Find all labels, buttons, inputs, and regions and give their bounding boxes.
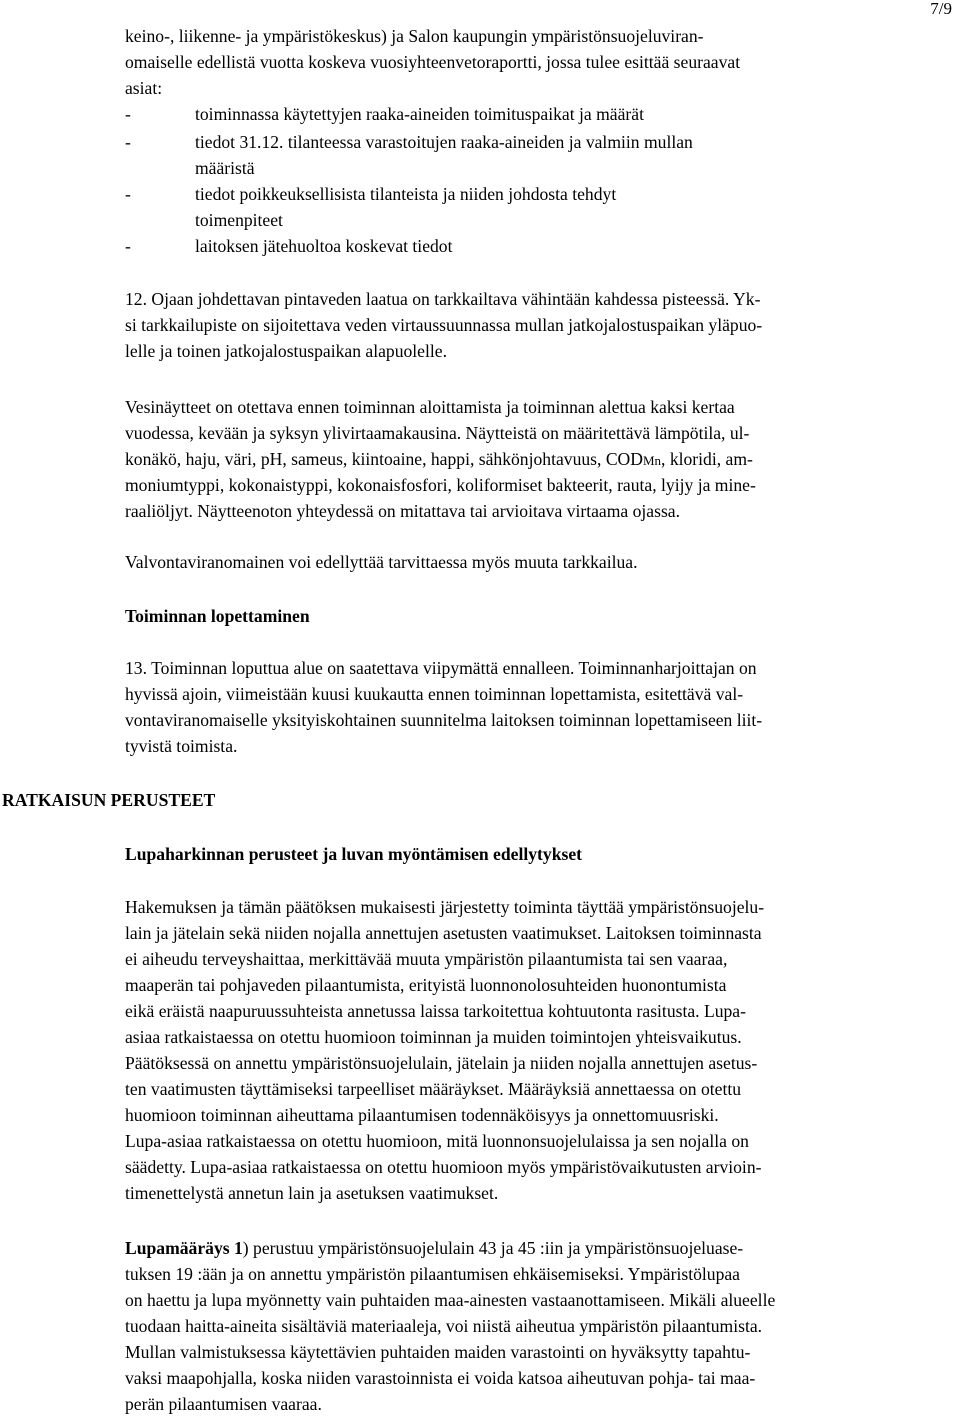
text-line: tuodaan haitta-aineita sisältäviä materiaaleja, voi niistä aiheutua ympäristön pilaantumista. bbox=[125, 1316, 763, 1336]
text-line: omaiselle edellistä vuotta koskeva vuosiyhteenvetoraportti, jossa tulee esittää seuraavat bbox=[125, 52, 741, 72]
text-line bbox=[125, 1235, 743, 1261]
bullet-dash: - bbox=[125, 184, 131, 204]
bold-lead: Lupamääräys 1 bbox=[125, 1238, 243, 1258]
text-fragment: konäkö, haju, väri, pH, sameus, kiintoaine, happi, sähkönjohtavuus, COD bbox=[125, 449, 643, 469]
text-line: lelle ja toinen jatkojalostuspaikan alapuolelle. bbox=[125, 341, 447, 361]
bullet-continuation: toimenpiteet bbox=[195, 210, 283, 230]
text-line: 13. Toiminnan loputtua alue on saatettava viipymättä ennalleen. Toiminnanharjoittajan on bbox=[125, 658, 757, 678]
text-line: asiat: bbox=[125, 78, 163, 98]
bullet-dash: - bbox=[125, 104, 131, 124]
text-fragment: , kloridi, am- bbox=[661, 449, 753, 469]
text-line: asiaa ratkaistaessa on otettu huomioon toiminnan ja muiden toimintojen yhteisvaikutus. bbox=[125, 1027, 742, 1047]
text-line: Valvontaviranomainen voi edellyttää tarvittaessa myös muuta tarkkailua. bbox=[125, 552, 638, 572]
bullet-dash: - bbox=[125, 236, 131, 256]
bullet-item bbox=[125, 181, 616, 207]
text-line: tuksen 19 :ään ja on annettu ympäristön pilaantumisen ehkäisemiseksi. Ympäristölupaa bbox=[125, 1264, 740, 1284]
bullet-text: toiminnassa käytettyjen raaka-aineiden toimituspaikat ja määrät bbox=[195, 104, 644, 124]
bullet-text: tiedot poikkeuksellisista tilanteista ja niiden johdosta tehdyt bbox=[195, 184, 617, 204]
text-line: Mullan valmistuksessa käytettävien puhtaiden maiden varastointi on hyväksytty tapahtu- bbox=[125, 1342, 751, 1362]
text-line: vuodessa, kevään ja syksyn ylivirtaamakausina. Näytteistä on määritettävä lämpötila, ul- bbox=[125, 423, 750, 443]
text-line: si tarkkailupiste on sijoitettava veden virtaussuunnassa mullan jatkojalostuspaikan yläpuo- bbox=[125, 315, 763, 335]
text-line: eikä eräistä naapuruussuhteista annetussa laissa tarkoitettua kohtuutonta rasitusta. Lupa- bbox=[125, 1001, 746, 1021]
bullet-item bbox=[125, 233, 453, 259]
cod-subscript: Mn bbox=[642, 453, 662, 468]
text-line: 12. Ojaan johdettavan pintaveden laatua on tarkkailtava vähintään kahdessa pisteessä. Yk- bbox=[125, 289, 761, 309]
bullet-dash: - bbox=[125, 132, 131, 152]
text-line: moniumtyppi, kokonaistyppi, kokonaisfosfori, koliformiset bakteerit, rauta, lyijy ja mine- bbox=[125, 475, 756, 495]
bullet-continuation: määristä bbox=[195, 158, 255, 178]
text-line: ten vaatimusten täyttämiseksi tarpeelliset määräykset. Määräyksiä annettaessa on otettu bbox=[125, 1079, 742, 1099]
text-line: säädetty. Lupa-asiaa ratkaistaessa on otettu huomioon myös ympäristövaikutusten arvioin- bbox=[125, 1157, 762, 1177]
section-heading: Lupaharkinnan perusteet ja luvan myöntämisen edellytykset bbox=[125, 844, 582, 864]
section-heading: Toiminnan lopettaminen bbox=[125, 606, 310, 626]
bullet-text: tiedot 31.12. tilanteessa varastoitujen raaka-aineiden ja valmiin mullan bbox=[195, 132, 693, 152]
bullet-item bbox=[125, 129, 693, 155]
text-line: Hakemuksen ja tämän päätöksen mukaisesti järjestetty toiminta täyttää ympäristönsuojelu- bbox=[125, 897, 765, 917]
bullet-item bbox=[125, 101, 644, 127]
text-line: lain ja jätelain sekä niiden nojalla annettujen asetusten vaatimukset. Laitoksen toiminnasta bbox=[125, 923, 762, 943]
text-line: vaksi maapohjalla, koska niiden varastoinnista ei voida katsoa aiheutuvan pohja- tai maa- bbox=[125, 1368, 756, 1388]
text-line: maaperän tai pohjaveden pilaantumista, erityistä luonnonolosuhteiden huonontumista bbox=[125, 975, 727, 995]
text-line: Lupa-asiaa ratkaistaessa on otettu huomioon, mitä luonnonsuojelulaissa ja sen nojalla on bbox=[125, 1131, 749, 1151]
page-number: 7/9 bbox=[930, 0, 952, 18]
text-line: raaliöljyt. Näytteenoton yhteydessä on mitattava tai arvioitava virtaama ojassa. bbox=[125, 501, 680, 521]
text-fragment: ) perustuu ympäristönsuojelulain 43 ja 45 :iin ja ympäristönsuojeluase- bbox=[242, 1238, 744, 1258]
text-line: Päätöksessä on annettu ympäristönsuojelulain, jätelain ja niiden nojalla annettujen asetus- bbox=[125, 1053, 758, 1073]
text-line: keino-, liikenne- ja ympäristökeskus) ja Salon kaupungin ympäristönsuojeluviran- bbox=[125, 26, 704, 46]
side-heading: RATKAISUN PERUSTEET bbox=[2, 790, 216, 810]
text-line: perän pilaantumisen vaaraa. bbox=[125, 1394, 322, 1414]
text-line: on haettu ja lupa myönnetty vain puhtaiden maa-ainesten vastaanottamiseen. Mikäli alueelle bbox=[125, 1290, 776, 1310]
text-line: ei aiheudu terveyshaittaa, merkittävää muuta ympäristön pilaantumista tai sen vaaraa, bbox=[125, 949, 728, 969]
text-line bbox=[125, 446, 753, 474]
bullet-text: laitoksen jätehuoltoa koskevat tiedot bbox=[195, 236, 453, 256]
text-line: vontaviranomaiselle yksityiskohtainen suunnitelma laitoksen toiminnan lopettamiseen liit- bbox=[125, 710, 763, 730]
text-line: Vesinäytteet on otettava ennen toiminnan aloittamista ja toiminnan alettua kaksi kertaa bbox=[125, 397, 735, 417]
text-line: timenettelystä annetun lain ja asetuksen vaatimukset. bbox=[125, 1183, 499, 1203]
text-line: tyvistä toimista. bbox=[125, 736, 238, 756]
text-line: huomioon toiminnan aiheuttama pilaantumisen todennäköisyys ja onnettomuusriski. bbox=[125, 1105, 719, 1125]
text-line: hyvissä ajoin, viimeistään kuusi kuukautta ennen toiminnan lopettamista, esitettävä val- bbox=[125, 684, 744, 704]
